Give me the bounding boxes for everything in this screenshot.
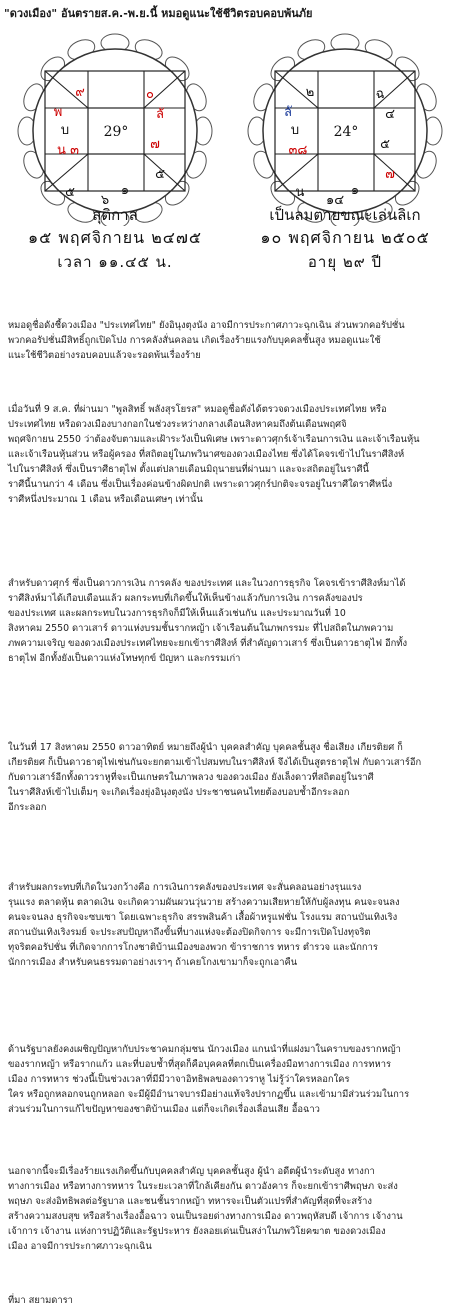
house-label: ลั xyxy=(156,107,164,122)
chart-caption-date: ๑๕ พฤศจิกายน ๒๔๗๕ xyxy=(28,228,202,247)
article-paragraph: นอกจากนี้จะมีเรื่องร้ายแรงเกิดขึ้นกับบุคคลสำคัญ บุคคลชั้นสูง ผู้นำ อดีตผู้นำระดับสูง ทางกา ทางการเมือง หรือทางการทหาร ในระยะเวลาที่ใกล้เคียงกัน ดาวอังคาร ก็จะยกเข้าราศีพฤษภ จะส่ง พฤษภ จะส่งอิทธิพลต่อรัฐบาล และชนชั้นรากหญ้า ทหารจะเป็นตัวแปรที่สำคัญที่สุดที่จะสร้าง สร้างความสงบสุข หรือสร้างเรื่องอื้อฉาว จนเป็นรอยด่างทางการเมือง ดาวพฤหัสบดี เจ้าการ เจ้างาน เจ้าการ เจ้างาน แห่งการปฏิวัติและรัฐประหาร ยังลอยเด่นเป็นสง่าในภพวิโยคฆาต ของดวงเมือง เมือง อาจมีการประกาศภาวะฉุกเฉิน xyxy=(8,1166,403,1252)
house-label: ลั xyxy=(284,105,292,120)
house-label: ๓๘ xyxy=(288,143,308,158)
article-paragraph: หมอดูชื่อดังชี้ดวงเมือง "ประเทศไทย" ยังอินุงตุงนัง อาจมีการประกาศภาวะฉุกเฉิน ส่วนพวกคอรัปชั่น พวกคอรัปชั่นมีสิทธิ์ถูกเปิดโปง การคลังสั่นคลอน เกิดเรื่องร้ายแรงกับบุคคลชั้นสูง หมอดูแนะใช้ แนะใช้ชีวิตอย่างรอบคอบแล้วจะรอดพ้นเรื่องร้าย xyxy=(8,320,405,361)
chart-caption-title: สุติกาล xyxy=(92,206,138,224)
house-label: ๗ xyxy=(150,137,160,152)
house-label: ฉ xyxy=(375,87,385,102)
house-label: บ xyxy=(290,123,300,138)
house-label: ๕ xyxy=(155,167,165,182)
article-paragraph: ในวันที่ 17 สิงหาคม 2550 ดาวอาทิตย์ หมายถึงผู้นำ บุคคลสำคัญ บุคคลชั้นสูง ชื่อเสียง เกียรติยศ ก็ เกียรติยศ ก็เป็นดาวธาตุไฟเช่นกันจะยกตามเข้าไปสมทบในราศีสิงห์ จึงได้เป็นสูตรธาตุไฟ กับดาวเสาร์อีก กับดาวเสาร์อีกทั้งดาวราหูที่จะเป็นเกษตรในภาพลวง ของดวงเมือง ยังเล็งดาวที่สถิตอยู่ในราศี ในราศีสิงห์เข้าไปเต็มๆ จะเกิดเรื่องยุ่งอินุงตุงนัง ประชาชนคนไทยต้องบอบช้ำอีกระลอก อีกระลอก xyxy=(8,742,422,813)
article-paragraph: ด้านรัฐบาลยังคงเผชิญปัญหากับประชาคมกลุ่มชน นักวงเมือง แกนนำที่แฝงมาในคราบของรากหญ้า ของรากหญ้า หรือรากแก้ว และที่บอบช้ำที่สุดก็คือบุคคลที่ตกเป็นเครื่องมือทางการเมือง การทหาร เมือง การทหาร ช่วงนี้เป็นช่วงเวลาที่มีมีวาจาอิทธิพลของดาวราหู ไม่รู้ว่าใครหลอกใคร ใคร หรือถูกหลอกจนถูกหลอก จะมีผู้มีอำนาจบารมีอย่างแท้จริงปรากฏขึ้น และเข้ามามีส่วนร่วมในการ ส่วนร่วมในการแก้ไขปัญหาของชาติบ้านเมือง แต่ก็จะเกิดเรื่องเลื่อนเสีย อื้อฉาว xyxy=(8,1044,410,1115)
house-label: น xyxy=(295,185,305,200)
house-label: ๑๔ xyxy=(325,193,345,208)
chart-caption-age: อายุ ๒๙ ปี xyxy=(307,253,383,271)
house-label: ๔ xyxy=(385,107,395,122)
house-label: ๑ xyxy=(350,183,360,198)
house-label: ๗ xyxy=(385,167,395,182)
chart-caption-date: ๑๐ พฤศจิกายน ๒๕๐๕ xyxy=(260,228,430,247)
chart-caption-time: เวลา ๑๑.๔๕ น. xyxy=(57,253,173,271)
center-degree: 29° xyxy=(103,124,129,140)
house-label: ๕ xyxy=(380,137,390,152)
house-label: น ๓ xyxy=(57,143,79,158)
horoscope-chart-death xyxy=(240,26,450,226)
source-credit: ที่มา สยามดารา xyxy=(8,1295,73,1306)
horoscope-wheel xyxy=(10,26,220,226)
house-label: บ xyxy=(60,123,70,138)
article-paragraph: สำหรับดาวศุกร์ ซึ่งเป็นดาวการเงิน การคลัง ของประเทศ และในวงการธุรกิจ โคจรเข้าราศีสิงห์มาได้ ราศีสิงห์มาได้เกือบเดือนแล้ว ผลกระทบที่เกิดขึ้นให้เห็นข้างแล้วกับการเงิน การคลังของปร ของประเทศ และผลกระทบในวงการธุรกิจก็มีให้เห็นแล้วเช่นกัน และประมาณวันที่ 10 สิงหาคม 2550 ดาวเสาร์ ดาวแห่งบรมชั้นรากหญ้า เจ้าเรือนต้นในภพกรรมะ ที่ไปสถิตในภพความ ภพความเจริญ ของดวงเมืองประเทศไทยจะยกเข้าราศีสิงห์ ที่สำคัญดาวเสาร์ ซึ่งเป็นดาวธาตุไฟ อีกทั้ง ธาตุไฟ อีกทั้งยังเป็นดาวแห่งโทษทุกข์ ปัญหา และกรรมเก่า xyxy=(8,578,408,664)
chart-caption-title: เป็นลมตายขณะเล่นลิเก xyxy=(269,206,421,224)
house-label: ๕ xyxy=(65,185,75,200)
article-paragraph: เมื่อวันที่ 9 ส.ค. ที่ผ่านมา "พูลสิทธิ์ พลังสุรโยรส" หมอดูชื่อดังได้ตรวจดวงเมืองประเทศไทย หรือ ประเทศไทย หรือดวงเมืองบางกอกในช่วงระหว่างกลางเดือนสิงหาคมถึงต้นเดือนพฤศจิ พฤศจิกายน 2550 ว่าต้องจับตามและเฝ้าระวังเป็นพิเศษ เพราะดาวศุกร์เจ้าเรือนการเงิน และเจ้าเรือนหุ้น และเจ้าเรือนหุ้นส่วน หรือผู้ครอง ที่สถิตอยู่ในภพวินาศของดวงเมืองไทย ซึ่งได้โคจรเข้าไปในราศีสิงห์ ไปในราศีสิงห์ ซึ่งเป็นราศีธาตุไฟ ตั้งแต่ปลายเดือนมิถุนายนที่ผ่านมา และจะสถิตอยู่ในราศีนี้ ราศีนี้นานกว่า 4 เดือน ซึ่งเป็นเรื่องค่อนข้างผิดปกติ เพราะดาวศุกร์ปกติจะจรอยู่ในราศีใดราศีหนึ่ง ราศีหนึ่งประมาณ 1 เดือน หรือเดือนเศษๆ เท่านั้น xyxy=(8,404,420,505)
house-label: พ xyxy=(53,105,63,120)
house-label: ๑ xyxy=(120,183,130,198)
house-label: ๙ xyxy=(75,85,85,100)
horoscope-wheel xyxy=(240,26,450,226)
house-label: ๐ xyxy=(146,87,154,102)
headline: "ดวงเมือง" อันตรายส.ค.-พ.ย.นี้ หมอดูแนะใช้ชีวิตรอบคอบพ้นภัย xyxy=(4,7,313,20)
center-degree: 24° xyxy=(333,124,359,140)
article-paragraph: สำหรับผลกระทบที่เกิดในวงกว้างคือ การเงินการคลังของประเทศ จะสั่นคลอนอย่างรุนแรง รุนแรง ตลาดหุ้น ตลาดเงิน จะเกิดความผันผวนวุ่นวาย สร้างความเสียหายให้กับผู้ลงทุน คนจะจนลง คนจะจนลง ธุรกิจจะซบเซา โดยเฉพาะธุรกิจ สรรพสินค้า เสื้อผ้าหรูแฟชั่น โรงแรม สถานบันเทิงเริง สถานบันเทิงเริงรมย์ จะประสบปัญหาถึงขั้นที่บางแห่งจะต้องปิดกิจการ จะมีการเปิดโปงทุจริต ทุจริตคอรัปชั่น ที่เกิดจากการโกงชาติบ้านเมืองของพวก ข้าราชการ ทหาร ตำรวจ และนักการ นักการเมือง สำหรับคนธรรมดาอย่างเราๆ ถ้าเคยโกงเขามาก็จะถูกเอาคืน xyxy=(8,882,400,968)
horoscope-chart-birth xyxy=(10,26,220,226)
house-label: ๖ xyxy=(100,193,110,208)
house-label: ๒ xyxy=(305,85,315,100)
